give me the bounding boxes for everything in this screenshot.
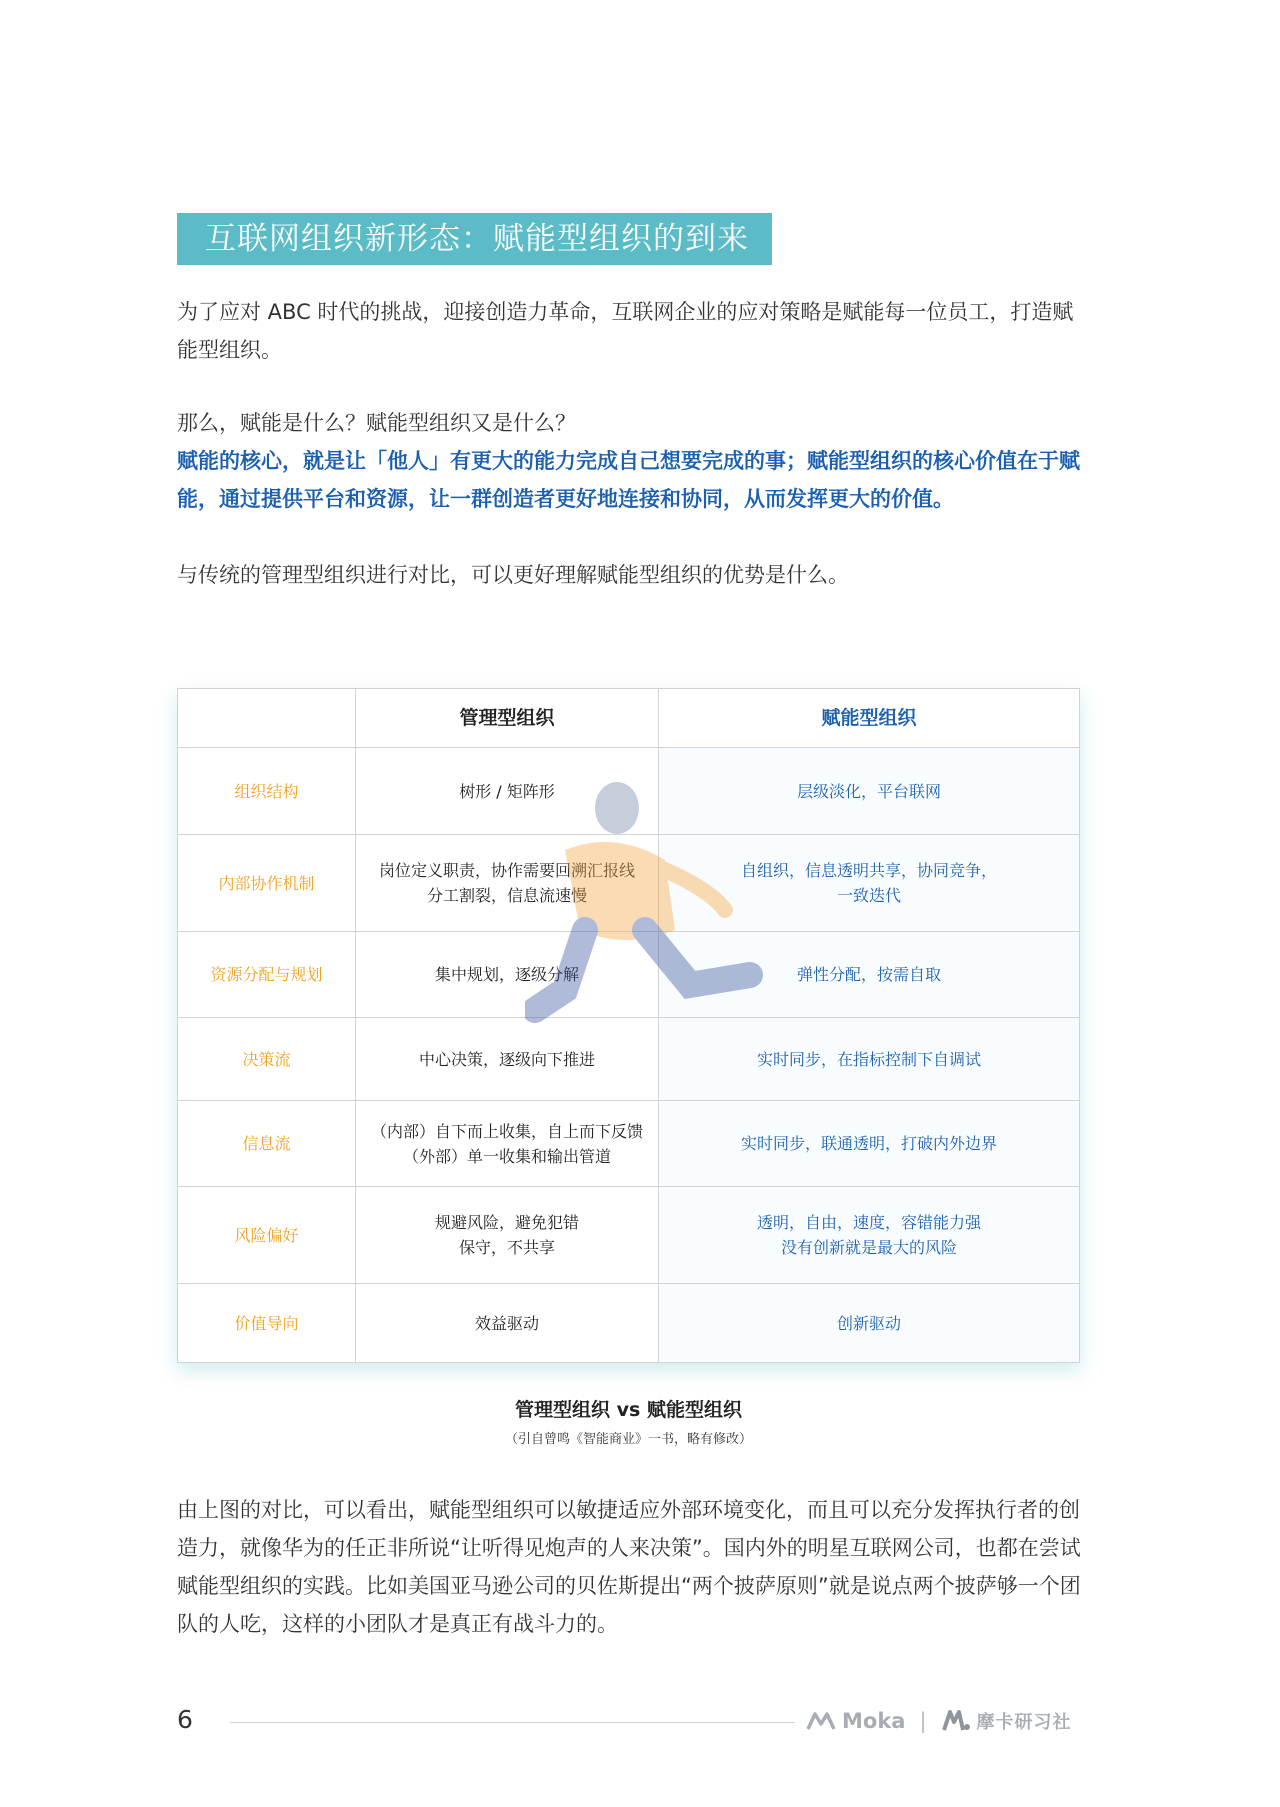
empowering-cell: 层级淡化，平台联网 — [659, 748, 1080, 835]
brand-moka: Moka — [842, 1709, 906, 1733]
management-cell: 中心决策，逐级向下推进 — [356, 1018, 659, 1101]
intro-paragraph: 为了应对 ABC 时代的挑战，迎接创造力革命，互联网企业的应对策略是赋能每一位员工，打造赋能型组织。 — [177, 300, 1074, 362]
row-label: 价值导向 — [178, 1284, 356, 1363]
table-header-row — [178, 689, 1080, 748]
management-cell: 树形 / 矩阵形 — [356, 748, 659, 835]
brand-separator: | — [919, 1709, 927, 1733]
management-cell: 集中规划，逐级分解 — [356, 932, 659, 1018]
empowering-cell: 透明，自由，速度，容错能力强 没有创新就是最大的风险 — [659, 1187, 1080, 1284]
table-row — [178, 1284, 1080, 1363]
table-row — [178, 835, 1080, 932]
table-row — [178, 1101, 1080, 1187]
row-label: 信息流 — [178, 1101, 356, 1187]
empowering-cell: 自组织，信息透明共享，协同竞争， 一致迭代 — [659, 835, 1080, 932]
empowering-cell: 实时同步，联通透明，打破内外边界 — [659, 1101, 1080, 1187]
section-title: 互联网组织新形态：赋能型组织的到来 — [177, 213, 772, 265]
footer-brand — [806, 1707, 1072, 1735]
management-cell: （内部）自下而上收集，自上而下反馈 （外部）单一收集和输出管道 — [356, 1101, 659, 1187]
moka-logo-icon — [806, 1711, 836, 1731]
table-row — [178, 932, 1080, 1018]
empowering-cell: 创新驱动 — [659, 1284, 1080, 1363]
row-label: 资源分配与规划 — [178, 932, 356, 1018]
comparison-intro: 与传统的管理型组织进行对比，可以更好理解赋能型组织的优势是什么。 — [177, 563, 849, 587]
row-label: 决策流 — [178, 1018, 356, 1101]
table-caption-title: 管理型组织 vs 赋能型组织 — [515, 1399, 742, 1421]
management-cell: 岗位定义职责，协作需要回溯汇报线 分工割裂，信息流速慢 — [356, 835, 659, 932]
comparison-table — [177, 688, 1080, 1363]
brand-moka-lab: 摩卡研习社 — [976, 1712, 1072, 1733]
header-empty — [178, 689, 356, 748]
table-row — [178, 1187, 1080, 1284]
highlight-paragraph: 赋能的核心，就是让「他人」有更大的能力完成自己想要完成的事；赋能型组织的核心价值在于赋能，通过提供平台和资源，让一群创造者更好地连接和协同，从而发挥更大的价值。 — [177, 449, 1080, 511]
moka-lab-logo-icon — [941, 1710, 971, 1732]
table-row — [178, 1018, 1080, 1101]
row-label: 风险偏好 — [178, 1187, 356, 1284]
management-cell: 效益驱动 — [356, 1284, 659, 1363]
question-paragraph: 那么，赋能是什么？赋能型组织又是什么？ — [177, 411, 576, 435]
row-label: 组织结构 — [178, 748, 356, 835]
row-label: 内部协作机制 — [178, 835, 356, 932]
table-row — [178, 748, 1080, 835]
table-caption-source: （引自曾鸣《智能商业》一书，略有修改） — [504, 1432, 752, 1447]
empowering-cell: 实时同步，在指标控制下自调试 — [659, 1018, 1080, 1101]
footer-divider — [230, 1722, 795, 1723]
header-management: 管理型组织 — [356, 689, 659, 748]
page-number: 6 — [177, 1705, 193, 1734]
conclusion-paragraph: 由上图的对比，可以看出，赋能型组织可以敏捷适应外部环境变化，而且可以充分发挥执行者的创造力，就像华为的任正非所说“让听得见炮声的人来决策”。国内外的明星互联网公司，也都在尝试赋能型组织的实践。比如美国亚马逊公司的贝佐斯提出“两个披萨原则”就是说点两个披萨够一个团队的人吃，这样的小团队才是真正有战斗力的。 — [177, 1498, 1081, 1636]
empowering-cell: 弹性分配，按需自取 — [659, 932, 1080, 1018]
header-empowering: 赋能型组织 — [659, 689, 1080, 748]
management-cell: 规避风险，避免犯错 保守，不共享 — [356, 1187, 659, 1284]
